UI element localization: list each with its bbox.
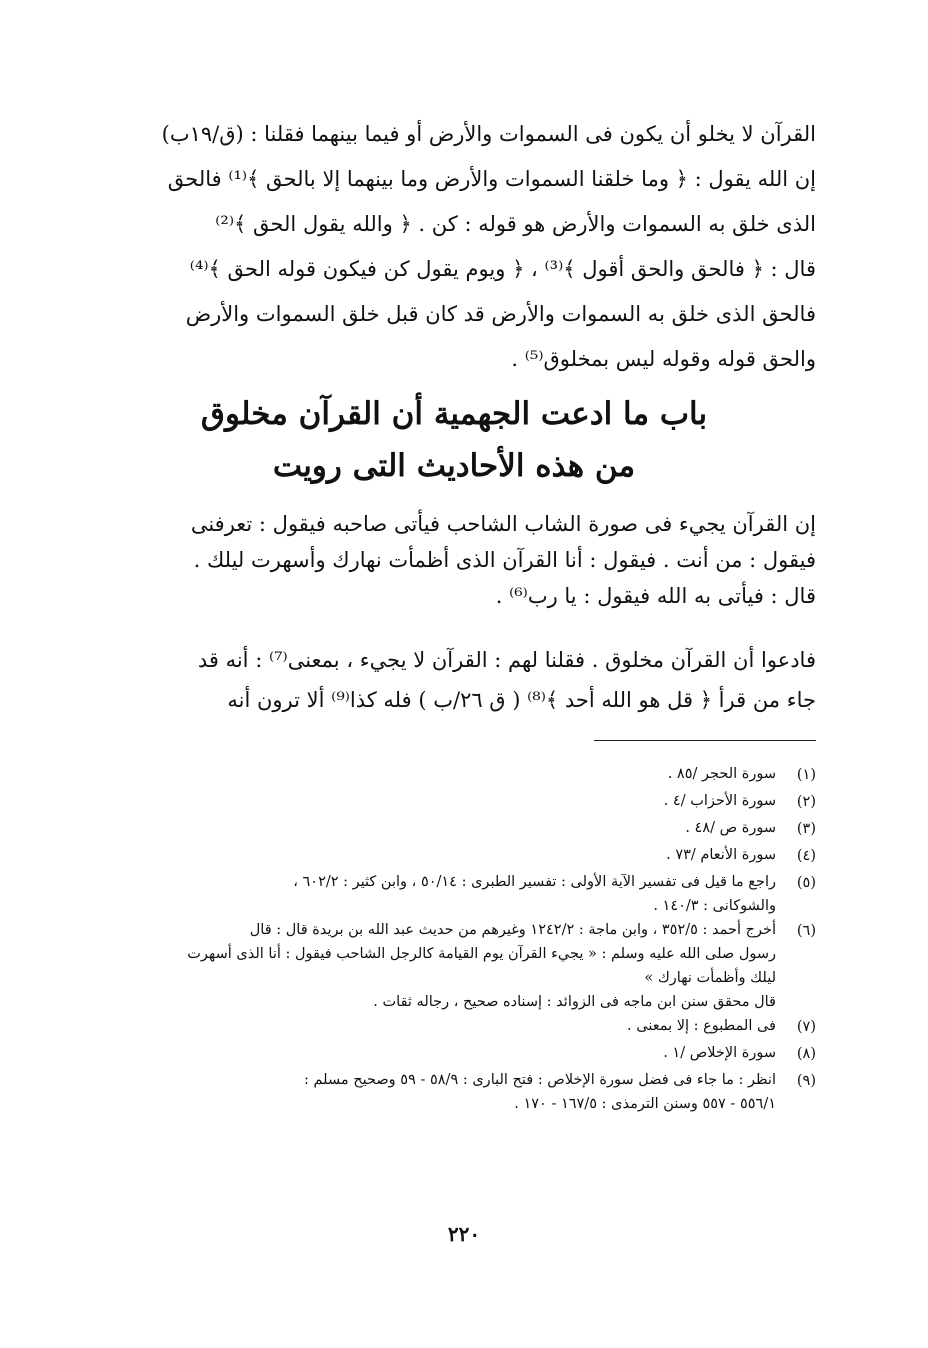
- footnote: [92, 870, 816, 918]
- footnote-number: (٩): [796, 1073, 816, 1089]
- footnote-line: أخرج أحمد : ٣٥٢/٥ ، وابن ماجة : ١٢٤٢/٢ وغيرهم من حديث عبد الله بن بريدة قال : قال: [249, 922, 776, 938]
- footnote-line: رسول صلى الله عليه وسلم : « يجيء القرآن يوم القيامة كالرجل الشاحب فيقول : أنا الذى أسهرت: [187, 946, 776, 962]
- footnote-number: (٤): [796, 848, 816, 864]
- chapter-heading: [92, 388, 816, 492]
- text-line: فادعوا أن القرآن مخلوق . فقلنا لهم : القرآن لا يجيء ، بمعنى⁽⁷⁾ : أنه قد: [197, 648, 816, 672]
- footnote-line: سورة الحجر /٨٥ .: [667, 766, 776, 782]
- footnote: [92, 1068, 816, 1116]
- footnote-number: (٥): [796, 875, 816, 891]
- footnote-line: ٥٥٦/١ - ٥٥٧ وسنن الترمذى : ١٦٧/٥ - ١٧٠ .: [514, 1096, 776, 1112]
- footnote: [92, 1014, 816, 1041]
- footnote-line: سورة الأحزاب /٤ .: [663, 793, 776, 809]
- footnote: [92, 843, 816, 870]
- footnote-line: ليلك وأظمأت نهارك »: [644, 970, 776, 986]
- paragraph-hadith: [92, 506, 816, 614]
- footnote-line: سورة الإخلاص /١ .: [663, 1045, 776, 1061]
- footnotes: [92, 762, 816, 1116]
- heading-line: باب ما ادعت الجهمية أن القرآن مخلوق: [200, 396, 708, 432]
- footnote-line: والشوكانى : ١٤٠/٣ .: [653, 898, 776, 914]
- footnote-text: [92, 918, 776, 1014]
- footnote-line: سورة ص /٤٨ .: [685, 820, 776, 836]
- footnote-number: (٣): [796, 821, 816, 837]
- paragraph-claim: [92, 640, 816, 720]
- footnote-line: سورة الأنعام /٧٣ .: [666, 847, 776, 863]
- footnote: [92, 789, 816, 816]
- footnote-line: راجع ما قيل فى تفسير الآية الأولى : تفسير الطبرى : ٥٠/١٤ ، وابن كثير : ٦٠٢/٢ ،: [293, 874, 776, 890]
- text-line: إن القرآن يجيء فى صورة الشاب الشاحب فيأتى صاحبه فيقول : تعرفنى: [190, 512, 816, 536]
- footnote-number: (٢): [796, 794, 816, 810]
- footnote-number: (٧): [796, 1019, 816, 1035]
- footnote-line: قال محقق سنن ابن ماجه فى الزوائد : إسناده صحيح ، رجاله ثقات .: [373, 994, 776, 1010]
- footnote-text: [92, 816, 776, 840]
- footnote: [92, 1041, 816, 1068]
- footnote-line: انظر : ما جاء فى فضل سورة الإخلاص : فتح البارى : ٥٨/٩ - ٥٩ وصحيح مسلم :: [304, 1072, 776, 1088]
- paragraph-intro: [92, 112, 816, 382]
- footnote-text: [92, 789, 776, 813]
- text-line: الذى خلق به السموات والأرض هو قوله : كن . ﴿ والله يقول الحق ﴾⁽²⁾: [215, 212, 816, 236]
- footnote: [92, 816, 816, 843]
- page-number: ٢٢٠: [447, 1222, 481, 1246]
- footnote-text: [92, 843, 776, 867]
- text-line: القرآن لا يخلو أن يكون فى السموات والأرض أو فيما بينهما فقلنا : (ق/١٩ب): [161, 122, 816, 146]
- footnote: [92, 762, 816, 789]
- footnote-text: [92, 1041, 776, 1065]
- text-line: قال : ﴿ فالحق والحق أقول ﴾⁽³⁾ ، ﴿ ويوم يقول كن فيكون قوله الحق ﴾⁽⁴⁾: [189, 257, 816, 281]
- footnote-divider: [594, 740, 816, 741]
- footnote-text: [92, 870, 776, 918]
- footnote-text: [92, 762, 776, 786]
- footnote-number: (٨): [796, 1046, 816, 1062]
- footnote-number: (١): [796, 767, 816, 783]
- text-line: فيقول : من أنت . فيقول : أنا القرآن الذى أظمأت نهارك وأسهرت ليلك .: [193, 548, 816, 572]
- footnote-text: [92, 1068, 776, 1116]
- text-line: جاء من قرأ ﴿ قل هو الله أحد ﴾⁽⁸⁾ ( ق ٢٦/ب ) فله كذا⁽⁹⁾ ألا ترون أنه: [227, 688, 816, 712]
- footnote-line: فى المطبوع : إلا بمعنى .: [627, 1018, 776, 1034]
- footnote-number: (٦): [796, 923, 816, 939]
- footnote: [92, 918, 816, 1014]
- text-line: فالحق الذى خلق به السموات والأرض قد كان قبل خلق السموات والأرض: [185, 302, 816, 326]
- heading-line: من هذه الأحاديث التى رويت: [272, 448, 636, 484]
- text-line: إن الله يقول : ﴿ وما خلقنا السموات والأرض وما بينهما إلا بالحق ﴾⁽¹⁾ فالحق: [167, 167, 816, 191]
- text-line: قال : فيأتى به الله فيقول : يا رب⁽⁶⁾ .: [495, 584, 816, 608]
- text-line: والحق قوله وقوله ليس بمخلوق⁽⁵⁾ .: [511, 347, 816, 371]
- footnote-text: [92, 1014, 776, 1038]
